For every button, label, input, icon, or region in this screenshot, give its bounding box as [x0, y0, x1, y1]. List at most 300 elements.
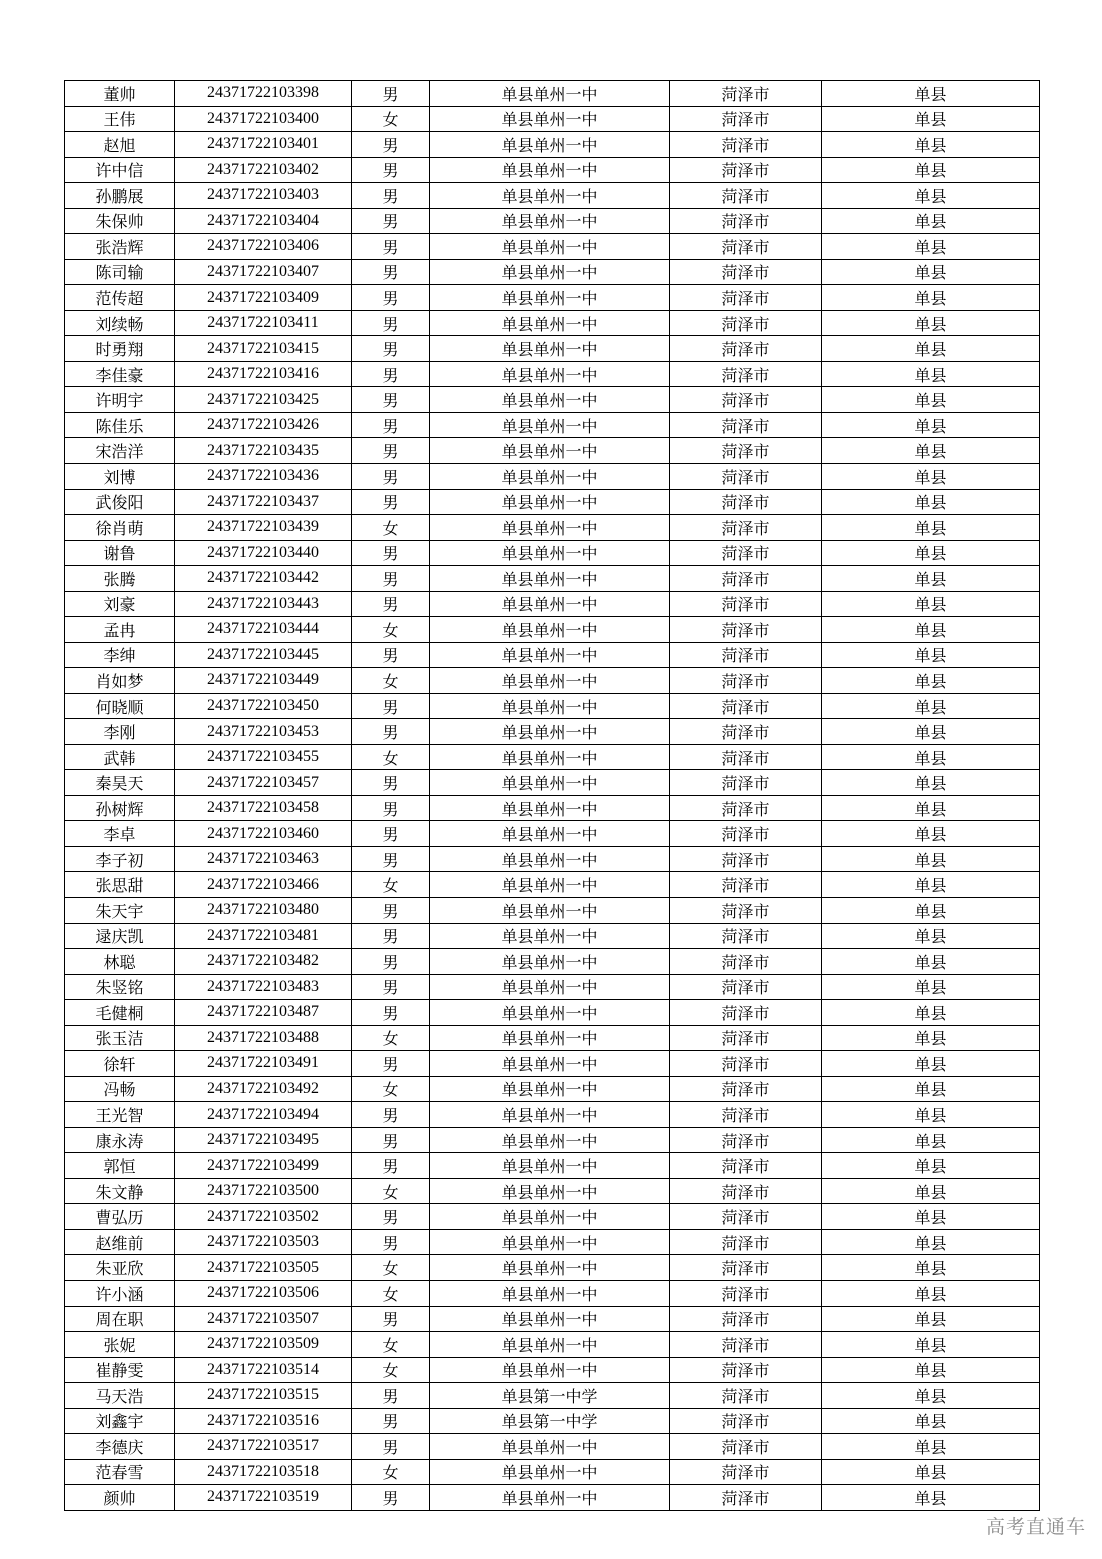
cell-city: 菏泽市: [670, 1485, 822, 1511]
cell-exam_number: 24371722103492: [175, 1076, 352, 1102]
cell-county: 单县: [822, 438, 1040, 464]
cell-school: 单县单州一中: [430, 744, 670, 770]
cell-name: 李佳豪: [65, 361, 175, 387]
cell-name: 许小涵: [65, 1280, 175, 1306]
cell-name: 谢鲁: [65, 540, 175, 566]
student-roster-table: [64, 80, 1040, 1511]
cell-gender: 女: [352, 515, 430, 541]
cell-school: 单县单州一中: [430, 1178, 670, 1204]
cell-county: 单县: [822, 1383, 1040, 1409]
table-row: [65, 1306, 1040, 1332]
watermark-text: 高考直通车: [985, 1517, 1086, 1538]
cell-school: 单县单州一中: [430, 361, 670, 387]
cell-name: 周在职: [65, 1306, 175, 1332]
cell-school: 单县单州一中: [430, 183, 670, 209]
cell-name: 陈司输: [65, 259, 175, 285]
cell-name: 李卓: [65, 821, 175, 847]
cell-city: 菏泽市: [670, 1357, 822, 1383]
cell-city: 菏泽市: [670, 234, 822, 260]
cell-school: 单县单州一中: [430, 1204, 670, 1230]
cell-city: 菏泽市: [670, 1000, 822, 1026]
cell-gender: 男: [352, 846, 430, 872]
cell-school: 单县单州一中: [430, 617, 670, 643]
cell-exam_number: 24371722103458: [175, 795, 352, 821]
cell-city: 菏泽市: [670, 1051, 822, 1077]
cell-name: 冯畅: [65, 1076, 175, 1102]
table-row: [65, 668, 1040, 694]
cell-county: 单县: [822, 668, 1040, 694]
cell-gender: 男: [352, 1153, 430, 1179]
cell-exam_number: 24371722103437: [175, 489, 352, 515]
cell-county: 单县: [822, 132, 1040, 158]
cell-county: 单县: [822, 1485, 1040, 1511]
cell-school: 单县单州一中: [430, 795, 670, 821]
table-row: [65, 1127, 1040, 1153]
cell-name: 李绅: [65, 642, 175, 668]
cell-school: 单县单州一中: [430, 157, 670, 183]
cell-city: 菏泽市: [670, 974, 822, 1000]
cell-county: 单县: [822, 336, 1040, 362]
cell-name: 孙鹏展: [65, 183, 175, 209]
cell-gender: 男: [352, 1229, 430, 1255]
cell-gender: 女: [352, 1076, 430, 1102]
cell-county: 单县: [822, 1051, 1040, 1077]
cell-county: 单县: [822, 719, 1040, 745]
cell-name: 李子初: [65, 846, 175, 872]
cell-exam_number: 24371722103519: [175, 1485, 352, 1511]
table-row: [65, 208, 1040, 234]
cell-exam_number: 24371722103483: [175, 974, 352, 1000]
cell-county: 单县: [822, 1000, 1040, 1026]
cell-gender: 男: [352, 540, 430, 566]
cell-name: 朱亚欣: [65, 1255, 175, 1281]
cell-gender: 女: [352, 1332, 430, 1358]
cell-exam_number: 24371722103445: [175, 642, 352, 668]
cell-exam_number: 24371722103411: [175, 310, 352, 336]
cell-name: 肖如梦: [65, 668, 175, 694]
table-row: [65, 1051, 1040, 1077]
table-row: [65, 566, 1040, 592]
cell-name: 朱保帅: [65, 208, 175, 234]
cell-gender: 男: [352, 898, 430, 924]
cell-gender: 女: [352, 1025, 430, 1051]
table-row: [65, 1280, 1040, 1306]
cell-gender: 男: [352, 770, 430, 796]
cell-county: 单县: [822, 898, 1040, 924]
cell-city: 菏泽市: [670, 1153, 822, 1179]
cell-school: 单县单州一中: [430, 668, 670, 694]
cell-county: 单县: [822, 310, 1040, 336]
cell-gender: 女: [352, 1178, 430, 1204]
cell-city: 菏泽市: [670, 1076, 822, 1102]
cell-name: 陈佳乐: [65, 412, 175, 438]
cell-school: 单县单州一中: [430, 974, 670, 1000]
cell-exam_number: 24371722103495: [175, 1127, 352, 1153]
table-row: [65, 515, 1040, 541]
cell-gender: 男: [352, 438, 430, 464]
cell-county: 单县: [822, 1357, 1040, 1383]
cell-name: 孙树辉: [65, 795, 175, 821]
cell-gender: 女: [352, 1255, 430, 1281]
cell-city: 菏泽市: [670, 361, 822, 387]
table-row: [65, 234, 1040, 260]
cell-county: 单县: [822, 1153, 1040, 1179]
cell-exam_number: 24371722103507: [175, 1306, 352, 1332]
cell-city: 菏泽市: [670, 438, 822, 464]
cell-name: 武韩: [65, 744, 175, 770]
cell-county: 单县: [822, 642, 1040, 668]
cell-county: 单县: [822, 846, 1040, 872]
cell-exam_number: 24371722103466: [175, 872, 352, 898]
cell-city: 菏泽市: [670, 1025, 822, 1051]
table-row: [65, 106, 1040, 132]
cell-school: 单县单州一中: [430, 1229, 670, 1255]
table-row: [65, 898, 1040, 924]
cell-exam_number: 24371722103416: [175, 361, 352, 387]
cell-school: 单县单州一中: [430, 821, 670, 847]
cell-gender: 男: [352, 1485, 430, 1511]
cell-exam_number: 24371722103407: [175, 259, 352, 285]
cell-city: 菏泽市: [670, 310, 822, 336]
cell-city: 菏泽市: [670, 1204, 822, 1230]
table-row: [65, 183, 1040, 209]
cell-exam_number: 24371722103516: [175, 1408, 352, 1434]
cell-name: 曹弘历: [65, 1204, 175, 1230]
cell-exam_number: 24371722103406: [175, 234, 352, 260]
table-row: [65, 412, 1040, 438]
cell-name: 康永涛: [65, 1127, 175, 1153]
cell-county: 单县: [822, 1102, 1040, 1128]
cell-name: 李刚: [65, 719, 175, 745]
cell-gender: 男: [352, 1408, 430, 1434]
cell-city: 菏泽市: [670, 795, 822, 821]
cell-county: 单县: [822, 821, 1040, 847]
cell-gender: 男: [352, 1383, 430, 1409]
cell-gender: 男: [352, 1102, 430, 1128]
cell-gender: 女: [352, 1357, 430, 1383]
cell-school: 单县第一中学: [430, 1383, 670, 1409]
cell-exam_number: 24371722103436: [175, 463, 352, 489]
cell-school: 单县单州一中: [430, 285, 670, 311]
cell-county: 单县: [822, 1178, 1040, 1204]
cell-city: 菏泽市: [670, 1434, 822, 1460]
cell-gender: 男: [352, 259, 430, 285]
cell-county: 单县: [822, 1076, 1040, 1102]
cell-exam_number: 24371722103517: [175, 1434, 352, 1460]
cell-name: 时勇翔: [65, 336, 175, 362]
cell-school: 单县单州一中: [430, 1000, 670, 1026]
cell-gender: 男: [352, 1306, 430, 1332]
cell-exam_number: 24371722103453: [175, 719, 352, 745]
table-row: [65, 1000, 1040, 1026]
cell-gender: 男: [352, 132, 430, 158]
cell-name: 朱文静: [65, 1178, 175, 1204]
cell-name: 张玉洁: [65, 1025, 175, 1051]
cell-name: 刘豪: [65, 591, 175, 617]
table-row: [65, 974, 1040, 1000]
table-row: [65, 1153, 1040, 1179]
cell-name: 徐轩: [65, 1051, 175, 1077]
cell-name: 孟冉: [65, 617, 175, 643]
cell-name: 许明宇: [65, 387, 175, 413]
cell-gender: 女: [352, 1280, 430, 1306]
cell-county: 单县: [822, 795, 1040, 821]
cell-gender: 男: [352, 361, 430, 387]
cell-name: 张浩辉: [65, 234, 175, 260]
cell-gender: 女: [352, 744, 430, 770]
cell-city: 菏泽市: [670, 719, 822, 745]
cell-name: 颜帅: [65, 1485, 175, 1511]
table-row: [65, 361, 1040, 387]
cell-exam_number: 24371722103502: [175, 1204, 352, 1230]
cell-exam_number: 24371722103509: [175, 1332, 352, 1358]
cell-county: 单县: [822, 770, 1040, 796]
table-row: [65, 1434, 1040, 1460]
cell-city: 菏泽市: [670, 1459, 822, 1485]
table-row: [65, 821, 1040, 847]
cell-exam_number: 24371722103398: [175, 81, 352, 107]
cell-name: 董帅: [65, 81, 175, 107]
cell-school: 单县单州一中: [430, 846, 670, 872]
cell-name: 徐肖萌: [65, 515, 175, 541]
cell-city: 菏泽市: [670, 132, 822, 158]
cell-city: 菏泽市: [670, 770, 822, 796]
cell-exam_number: 24371722103425: [175, 387, 352, 413]
cell-school: 单县单州一中: [430, 1357, 670, 1383]
cell-school: 单县单州一中: [430, 1306, 670, 1332]
cell-city: 菏泽市: [670, 821, 822, 847]
cell-name: 马天浩: [65, 1383, 175, 1409]
cell-county: 单县: [822, 183, 1040, 209]
cell-exam_number: 24371722103491: [175, 1051, 352, 1077]
table-row: [65, 1485, 1040, 1511]
table-row: [65, 1332, 1040, 1358]
table-row: [65, 872, 1040, 898]
table-row: [65, 949, 1040, 975]
table-row: [65, 387, 1040, 413]
cell-name: 刘续畅: [65, 310, 175, 336]
cell-exam_number: 24371722103506: [175, 1280, 352, 1306]
cell-city: 菏泽市: [670, 183, 822, 209]
cell-city: 菏泽市: [670, 1408, 822, 1434]
cell-city: 菏泽市: [670, 106, 822, 132]
cell-exam_number: 24371722103415: [175, 336, 352, 362]
cell-gender: 男: [352, 642, 430, 668]
cell-city: 菏泽市: [670, 668, 822, 694]
cell-name: 范传超: [65, 285, 175, 311]
cell-exam_number: 24371722103449: [175, 668, 352, 694]
cell-city: 菏泽市: [670, 489, 822, 515]
table-row: [65, 81, 1040, 107]
cell-city: 菏泽市: [670, 1280, 822, 1306]
cell-city: 菏泽市: [670, 336, 822, 362]
cell-gender: 女: [352, 668, 430, 694]
cell-name: 范春雪: [65, 1459, 175, 1485]
cell-school: 单县单州一中: [430, 949, 670, 975]
cell-school: 单县单州一中: [430, 489, 670, 515]
cell-name: 崔静雯: [65, 1357, 175, 1383]
cell-name: 逯庆凯: [65, 923, 175, 949]
cell-county: 单县: [822, 106, 1040, 132]
cell-gender: 男: [352, 234, 430, 260]
cell-gender: 男: [352, 719, 430, 745]
cell-exam_number: 24371722103518: [175, 1459, 352, 1485]
cell-name: 宋浩洋: [65, 438, 175, 464]
cell-city: 菏泽市: [670, 1102, 822, 1128]
cell-exam_number: 24371722103480: [175, 898, 352, 924]
cell-school: 单县单州一中: [430, 310, 670, 336]
cell-county: 单县: [822, 591, 1040, 617]
cell-exam_number: 24371722103442: [175, 566, 352, 592]
cell-exam_number: 24371722103409: [175, 285, 352, 311]
cell-city: 菏泽市: [670, 259, 822, 285]
cell-county: 单县: [822, 1280, 1040, 1306]
cell-county: 单县: [822, 1408, 1040, 1434]
cell-school: 单县单州一中: [430, 566, 670, 592]
cell-school: 单县单州一中: [430, 106, 670, 132]
cell-county: 单县: [822, 81, 1040, 107]
cell-exam_number: 24371722103444: [175, 617, 352, 643]
cell-city: 菏泽市: [670, 872, 822, 898]
cell-school: 单县单州一中: [430, 1255, 670, 1281]
table-row: [65, 642, 1040, 668]
cell-city: 菏泽市: [670, 1229, 822, 1255]
cell-exam_number: 24371722103435: [175, 438, 352, 464]
cell-school: 单县单州一中: [430, 591, 670, 617]
table-row: [65, 770, 1040, 796]
cell-school: 单县单州一中: [430, 1332, 670, 1358]
cell-county: 单县: [822, 387, 1040, 413]
table-row: [65, 1459, 1040, 1485]
cell-city: 菏泽市: [670, 208, 822, 234]
cell-exam_number: 24371722103400: [175, 106, 352, 132]
table-row: [65, 1383, 1040, 1409]
cell-county: 单县: [822, 412, 1040, 438]
cell-name: 李德庆: [65, 1434, 175, 1460]
table-row: [65, 540, 1040, 566]
cell-city: 菏泽市: [670, 1255, 822, 1281]
cell-school: 单县单州一中: [430, 336, 670, 362]
table-row: [65, 719, 1040, 745]
cell-exam_number: 24371722103457: [175, 770, 352, 796]
cell-school: 单县单州一中: [430, 1051, 670, 1077]
cell-county: 单县: [822, 540, 1040, 566]
cell-gender: 男: [352, 489, 430, 515]
cell-gender: 女: [352, 1459, 430, 1485]
cell-exam_number: 24371722103503: [175, 1229, 352, 1255]
table-row: [65, 744, 1040, 770]
cell-gender: 男: [352, 1434, 430, 1460]
cell-city: 菏泽市: [670, 463, 822, 489]
cell-county: 单县: [822, 515, 1040, 541]
cell-city: 菏泽市: [670, 1127, 822, 1153]
cell-name: 朱天宇: [65, 898, 175, 924]
cell-school: 单县单州一中: [430, 719, 670, 745]
table-row: [65, 1357, 1040, 1383]
table-row: [65, 1025, 1040, 1051]
cell-city: 菏泽市: [670, 949, 822, 975]
cell-county: 单县: [822, 234, 1040, 260]
table-row: [65, 463, 1040, 489]
cell-gender: 男: [352, 974, 430, 1000]
cell-exam_number: 24371722103402: [175, 157, 352, 183]
cell-gender: 男: [352, 591, 430, 617]
cell-name: 刘博: [65, 463, 175, 489]
cell-county: 单县: [822, 1459, 1040, 1485]
cell-county: 单县: [822, 693, 1040, 719]
cell-city: 菏泽市: [670, 540, 822, 566]
cell-gender: 男: [352, 693, 430, 719]
cell-city: 菏泽市: [670, 617, 822, 643]
cell-school: 单县单州一中: [430, 1459, 670, 1485]
cell-county: 单县: [822, 361, 1040, 387]
cell-exam_number: 24371722103455: [175, 744, 352, 770]
cell-gender: 男: [352, 566, 430, 592]
cell-exam_number: 24371722103403: [175, 183, 352, 209]
cell-name: 郭恒: [65, 1153, 175, 1179]
cell-school: 单县单州一中: [430, 1127, 670, 1153]
cell-name: 朱竖铭: [65, 974, 175, 1000]
cell-city: 菏泽市: [670, 387, 822, 413]
cell-exam_number: 24371722103505: [175, 1255, 352, 1281]
cell-gender: 男: [352, 208, 430, 234]
cell-name: 刘鑫宇: [65, 1408, 175, 1434]
cell-exam_number: 24371722103443: [175, 591, 352, 617]
cell-city: 菏泽市: [670, 157, 822, 183]
table-row: [65, 259, 1040, 285]
cell-school: 单县单州一中: [430, 387, 670, 413]
cell-exam_number: 24371722103440: [175, 540, 352, 566]
cell-exam_number: 24371722103439: [175, 515, 352, 541]
cell-county: 单县: [822, 923, 1040, 949]
cell-school: 单县单州一中: [430, 642, 670, 668]
cell-city: 菏泽市: [670, 515, 822, 541]
cell-exam_number: 24371722103488: [175, 1025, 352, 1051]
cell-city: 菏泽市: [670, 566, 822, 592]
cell-gender: 女: [352, 106, 430, 132]
cell-exam_number: 24371722103481: [175, 923, 352, 949]
cell-gender: 男: [352, 1204, 430, 1230]
cell-school: 单县单州一中: [430, 412, 670, 438]
cell-school: 单县单州一中: [430, 1102, 670, 1128]
cell-gender: 男: [352, 463, 430, 489]
cell-city: 菏泽市: [670, 846, 822, 872]
table-row: [65, 923, 1040, 949]
cell-name: 王伟: [65, 106, 175, 132]
cell-gender: 男: [352, 795, 430, 821]
cell-city: 菏泽市: [670, 693, 822, 719]
cell-school: 单县单州一中: [430, 1280, 670, 1306]
cell-exam_number: 24371722103450: [175, 693, 352, 719]
cell-school: 单县单州一中: [430, 923, 670, 949]
table-row: [65, 846, 1040, 872]
cell-exam_number: 24371722103500: [175, 1178, 352, 1204]
table-row: [65, 795, 1040, 821]
cell-gender: 男: [352, 336, 430, 362]
cell-city: 菏泽市: [670, 81, 822, 107]
cell-exam_number: 24371722103404: [175, 208, 352, 234]
table-row: [65, 489, 1040, 515]
cell-school: 单县单州一中: [430, 234, 670, 260]
cell-exam_number: 24371722103514: [175, 1357, 352, 1383]
table-row: [65, 1255, 1040, 1281]
cell-exam_number: 24371722103499: [175, 1153, 352, 1179]
cell-school: 单县单州一中: [430, 770, 670, 796]
cell-school: 单县单州一中: [430, 515, 670, 541]
cell-school: 单县单州一中: [430, 259, 670, 285]
cell-city: 菏泽市: [670, 285, 822, 311]
cell-county: 单县: [822, 744, 1040, 770]
